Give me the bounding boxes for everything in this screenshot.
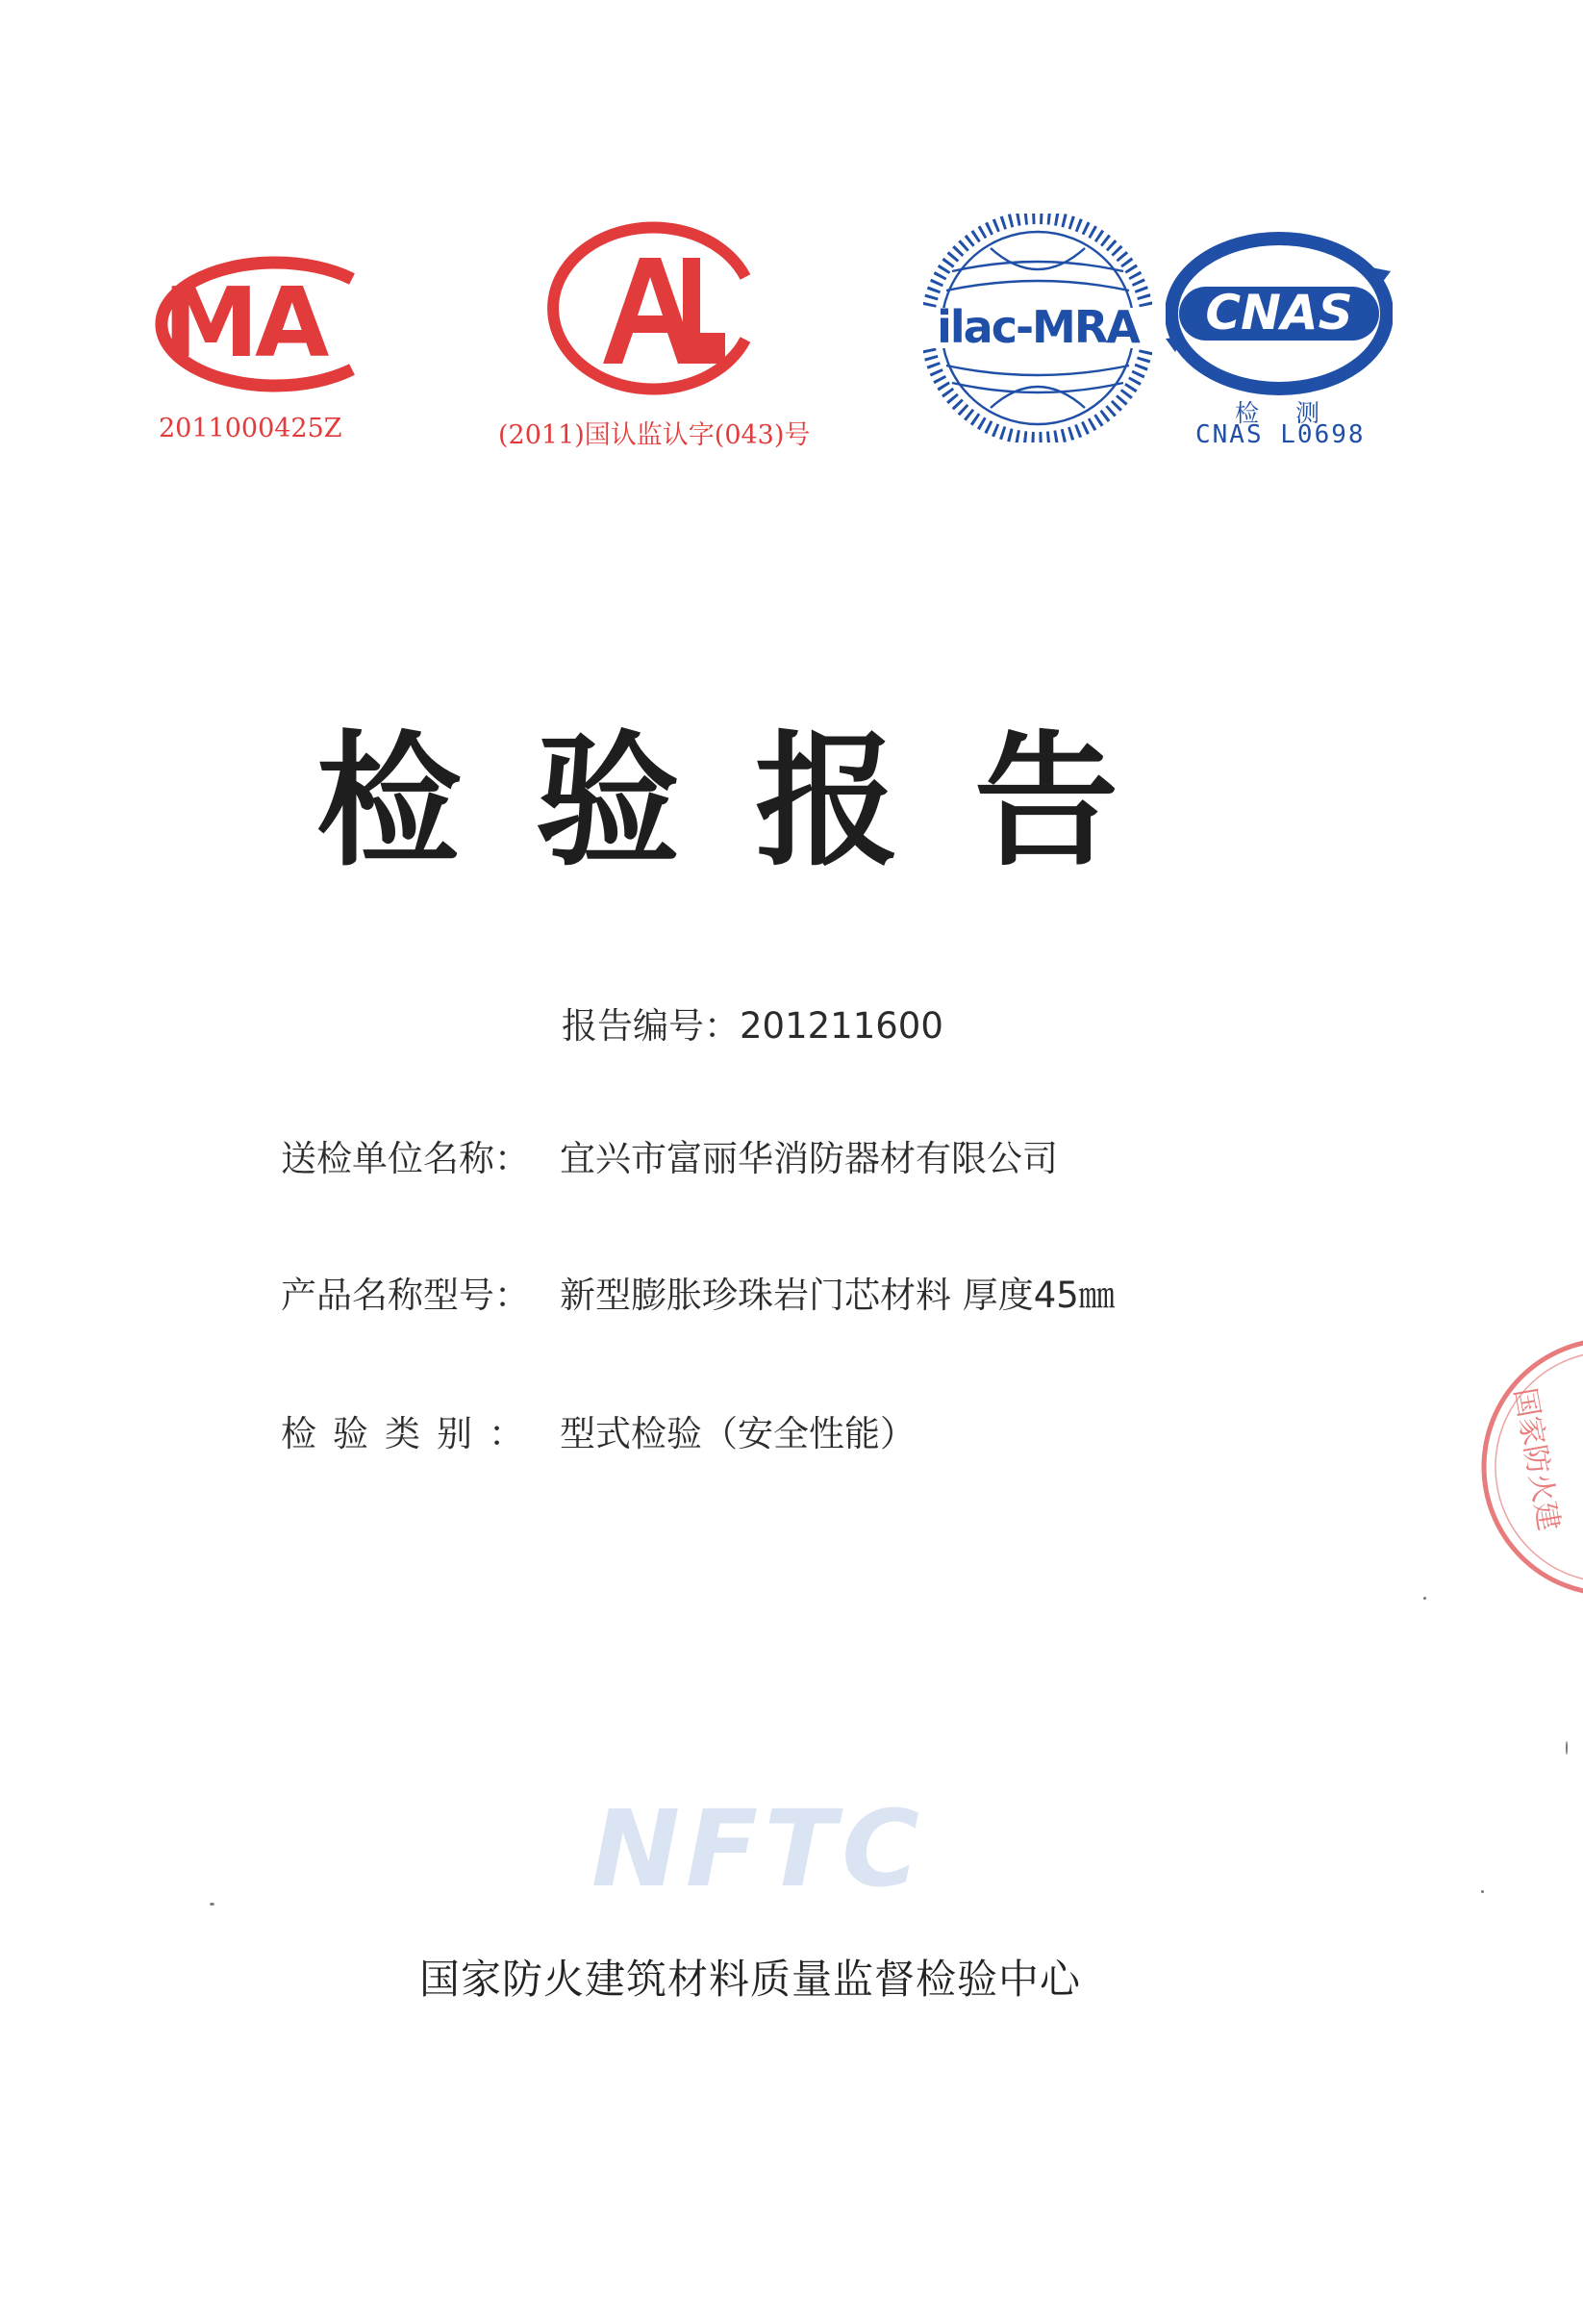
field-label: 送检单位名称： bbox=[281, 1138, 530, 1179]
field-value: 型式检验（安全性能） bbox=[560, 1413, 916, 1454]
seal-text: 国家防火建 bbox=[1507, 1385, 1566, 1534]
seal-stamp-icon bbox=[1476, 1332, 1583, 1602]
cal-caption: (2011)国认监认字(043)号 bbox=[498, 420, 811, 450]
issuing-organization: 国家防火建筑材料质量监督检验中心 bbox=[418, 1956, 1081, 2003]
field-row-inspection-type bbox=[281, 1404, 916, 1456]
scan-speck bbox=[1481, 1890, 1484, 1893]
field-label: 产品名称型号： bbox=[281, 1275, 530, 1316]
cma-logo-text: MA bbox=[163, 266, 326, 379]
report-number-value: 201211600 bbox=[740, 1005, 943, 1047]
cma-caption: 2011000425Z bbox=[159, 414, 342, 443]
ilac-logo-text: ilac-MRA bbox=[937, 301, 1139, 353]
cal-logo-icon bbox=[543, 219, 757, 397]
cnas-logo-text: CNAS bbox=[1205, 285, 1353, 341]
report-number-label: 报告编号： bbox=[562, 1005, 740, 1047]
field-row-product-model bbox=[281, 1266, 1115, 1318]
field-label: 检验类别： bbox=[281, 1413, 540, 1454]
cnas-code: CNAS L0698 bbox=[1195, 420, 1366, 449]
scan-speck bbox=[1423, 1597, 1426, 1600]
field-row-submitting-unit bbox=[281, 1129, 1058, 1181]
field-value: 新型膨胀珍珠岩门芯材料 厚度45㎜ bbox=[560, 1275, 1115, 1316]
field-value: 宜兴市富丽华消防器材有限公司 bbox=[560, 1138, 1058, 1179]
scan-speck bbox=[1566, 1741, 1568, 1755]
cnas-sub-label: 检测 bbox=[1235, 399, 1357, 427]
page-title: 检验报告 bbox=[315, 719, 1194, 886]
scan-speck bbox=[210, 1903, 214, 1906]
cma-logo-icon bbox=[123, 252, 369, 396]
ilac-mra-logo-icon bbox=[923, 214, 1152, 442]
report-number-row bbox=[562, 997, 943, 1048]
nftc-watermark: NFTC bbox=[591, 1787, 925, 1910]
cnas-logo-icon bbox=[1166, 227, 1393, 395]
